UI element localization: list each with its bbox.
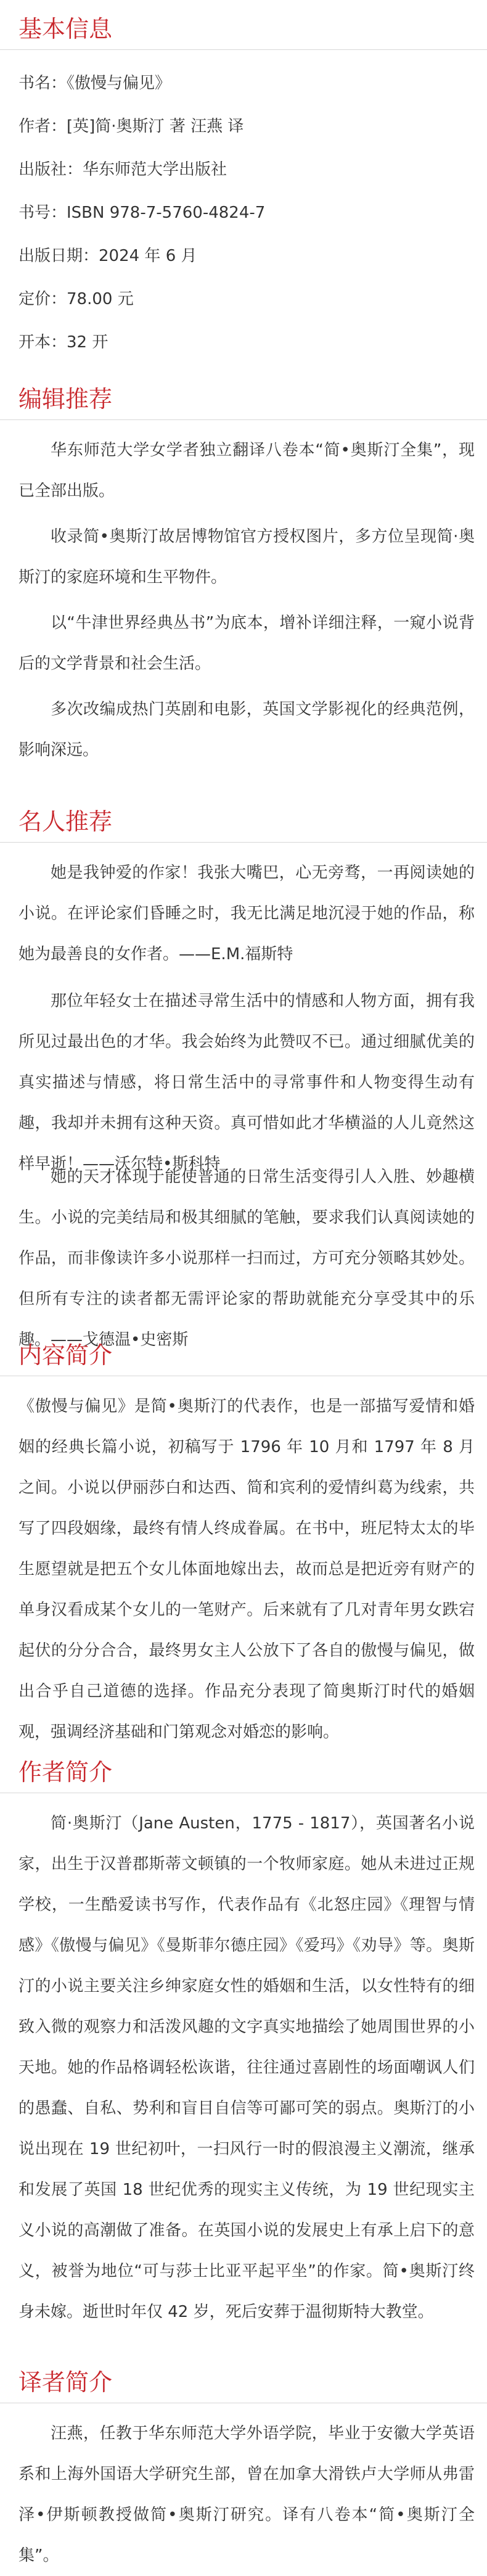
- paragraph: 她是我钟爱的作家！我张大嘴巴，心无旁骛，一再阅读她的小说。在评论家们昏睡之时，我无比满足地沉浸于她的作品，称她为最善良的女作者。——E.M.福斯特: [18, 864, 475, 964]
- divider: [0, 49, 487, 50]
- paragraph: 《傲慢与偏见》是简•奥斯汀的代表作，也是一部描写爱情和婚姻的经典长篇小说，初稿写于 1796 年 10 月和 1797 年 8 月之间。小说以伊丽莎白和达西、简和宾利的爱情纠葛为线索，共写了四段姻缘，最终有情人终成眷属。在书中，班尼特太太的毕生愿望就是把五个女儿体面地嫁出去，故而总是把近旁有财产的单身汉看成某个女儿的一笔财产。后来就有了几对青年男女跌宕起伏的分分合合，最终男女主人公放下了各自的傲慢与偏见，做出合乎自己道德的选择。作品充分表现了简奥斯汀时代的婚姻观，强调经济基础和门第观念对婚恋的影响。: [18, 1397, 475, 1741]
- info-pubdate: 出版日期：2024 年 6 月: [18, 247, 197, 265]
- paragraph: 汪燕，任教于华东师范大学外语学院，毕业于安徽大学英语系和上海外国语大学研究生部，曾在加拿大滑铁卢大学师从弗雷泽•伊斯顿教授做简•奥斯汀研究。译有八卷本“简•奥斯汀全集”。: [18, 2424, 475, 2565]
- info-price: 定价：78.00 元: [18, 290, 134, 308]
- paragraph: 以“牛津世界经典丛书”为底本，增补详细注释，一窥小说背后的文学背景和社会生活。: [18, 614, 475, 673]
- paragraph: 多次改编成热门英剧和电影，英国文学影视化的经典范例，影响深远。: [18, 700, 475, 759]
- section-heading: 作者简介: [18, 1759, 113, 1786]
- paragraph: 收录简•奥斯汀故居博物馆官方授权图片，多方位呈现简·奥斯汀的家庭环境和生平物件。: [18, 527, 475, 587]
- info-format: 开本：32 开: [18, 333, 108, 352]
- paragraph: 简·奥斯汀（Jane Austen，1775 - 1817），英国著名小说家，出生于汉普郡斯蒂文顿镇的一个牧师家庭。她从未进过正规学校，一生酷爱读书写作，代表作品有《北怒庄园》《理智与情感》《傲慢与偏见》《曼斯菲尔德庄园》《爱玛》《劝导》等。奥斯汀的小说主要关注乡绅家庭女性的婚姻和生活，以女性特有的细致入微的观察力和活泼风趣的文字真实地描绘了她周围世界的小天地。她的作品格调轻松诙谐，往往通过喜剧性的场面嘲讽人们的愚蠢、自私、势利和盲目自信等可鄙可笑的弱点。奥斯汀的小说出现在 19 世纪初叶，一扫风行一时的假浪漫主义潮流，继承和发展了英国 18 世纪优秀的现实主义传统，为 19 世纪现实主义小说的高潮做了准备。在英国小说的发展史上有承上启下的意义，被誉为地位“可与莎士比亚平起平坐”的作家。简•奥斯汀终身未嫁。逝世时年仅 42 岁，死后安葬于温彻斯特大教堂。: [18, 1814, 475, 2321]
- info-author: 作者：[英]简·奥斯汀 著 汪燕 译: [18, 117, 244, 136]
- section-heading: 名人推荐: [18, 808, 113, 835]
- paragraph: 华东师范大学女学者独立翻译八卷本“简•奥斯汀全集”，现已全部出版。: [18, 441, 475, 500]
- paragraph: 她的天才体现于能使普通的日常生活变得引人入胜、妙趣横生。小说的完美结局和极其细腻的笔触，要求我们认真阅读她的作品，而非像读许多小说那样一扫而过，方可充分领略其妙处。但所有专注的读者都无需评论家的帮助就能充分享受其中的乐趣。——戈德温•史密斯: [18, 1168, 475, 1349]
- divider: [0, 419, 487, 420]
- section-heading: 内容简介: [18, 1342, 113, 1369]
- section-heading: 编辑推荐: [18, 386, 113, 413]
- paragraph: 那位年轻女士在描述寻常生活中的情感和人物方面，拥有我所见过最出色的才华。我会始终为此赞叹不已。通过细腻优美的真实描述与情感，将日常生活中的寻常事件和人物变得生动有趣，我却并未拥有这种天资。真可惜如此才华横溢的人儿竟然这样早逝！——沃尔特•斯科特: [18, 992, 475, 1173]
- section-heading: 译者简介: [18, 2369, 113, 2396]
- info-title: 书名：《傲慢与偏见》: [18, 74, 171, 93]
- info-isbn: 书号：ISBN 978-7-5760-4824-7: [18, 204, 266, 222]
- divider: [0, 842, 487, 843]
- info-publisher: 出版社：华东师范大学出版社: [18, 160, 227, 179]
- section-heading: 基本信息: [18, 15, 113, 43]
